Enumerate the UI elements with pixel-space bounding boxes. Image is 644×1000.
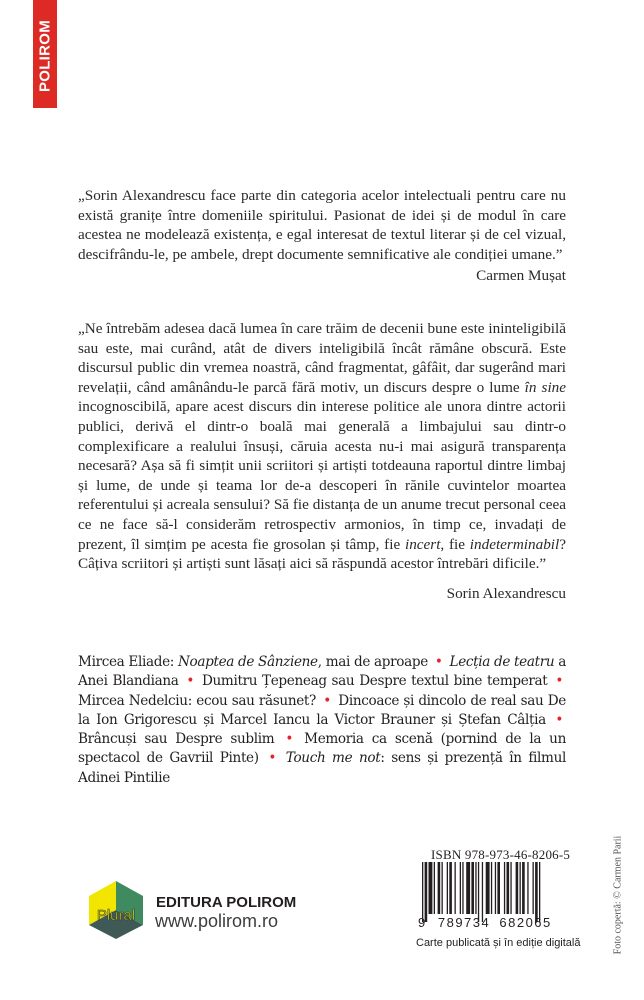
table-of-contents [78,653,566,788]
quote-italic-segment: incert [404,535,441,553]
quote-text-segment: „Ne întrebăm adesea dacă lumea în care trăim de decenii bune este ininteligibilă sau este, mai curând, atât de divers inteligibilă încât rămâne obscură. Este discursul public din vremea noastră, când fragmentat, gâfâit, dar sugerând mari revelații, când amânându-le parcă fără motiv, un discurs despre o lume [78,320,566,396]
plural-logo [85,879,147,941]
barcode-bar [491,862,492,914]
bullet-separator-icon: • [268,750,277,767]
quote-author: Carmen Mușat [476,267,566,285]
barcode-bar [438,862,441,914]
barcode-left-digits: 789734 [437,915,491,930]
contents-item-title: Touch me not [285,750,381,767]
barcode-bar [522,862,525,914]
bullet-separator-icon: • [285,731,294,748]
polirom-spine-band [33,0,57,108]
contents-item-text: Memoria ca scenă (pornind de la un spectacol de Gavriil Pinte) [78,731,566,767]
barcode-bar [466,862,470,914]
contents-item [202,673,547,689]
barcode-bar [533,862,534,914]
publisher-name: EDITURA POLIROM [156,894,297,911]
barcode-bar [535,862,538,922]
barcode-bar [475,862,476,914]
barcode-bar [539,862,540,922]
barcode-bar [527,862,528,914]
barcode-bar [471,862,474,914]
contents-item-text: Mircea Eliade: [78,654,178,670]
bullet-separator-icon: • [323,692,331,709]
barcode-bar [425,862,428,922]
quote-text-segment: , fie [440,535,470,553]
digital-edition-note: Carte publicată și în ediție digitală [416,937,581,949]
bullet-separator-icon: • [555,673,563,690]
contents-item-text: : sens și prezență în filmul Adinei Pintilie [78,750,566,786]
barcode-bar [495,862,496,914]
barcode-digits [418,915,590,930]
barcode-bar [455,862,456,914]
bullet-separator-icon: • [434,654,443,670]
barcode-bar [422,862,423,922]
barcode-bar [434,862,435,914]
contents-item-title: Noaptea de Sânziene [177,654,318,670]
barcode-bar [429,862,433,914]
contents-item [78,654,428,670]
quote-text-segment: ? Câțiva scriitori și artiști sunt lăsați aici să răspundă acestor întrebări dificile.” [78,535,566,573]
contents-item-text: Dumitru Țepeneag sau Despre textul bine temperat [201,673,548,690]
contents-item [78,731,274,747]
contents-item-text: , mai de aproape [317,654,428,670]
contents-item [78,693,316,709]
barcode-bar [460,862,461,914]
quote-author: Sorin Alexandrescu [446,584,566,602]
quote-text [78,319,566,574]
publisher-website: www.polirom.ro [155,911,279,931]
quote-sorin-alexandrescu [78,319,566,603]
isbn-label: ISBN 978-973-46-8206-5 [431,847,571,862]
bullet-separator-icon: • [555,711,563,728]
contents-item-text: Brâncuși sau Despre sublim [78,731,275,748]
barcode-bar [486,862,490,914]
quote-italic-segment: indeterminabil [469,535,560,553]
barcode-bar [462,862,463,914]
quote-carmen-musat [78,186,566,286]
contents-item-text: a Anei Blandiana [78,654,566,690]
contents-item-text: Dincoace și dincolo de real sau De la Ion Grigorescu și Marcel Iancu la Victor Brauner și Ștefan Câlția [78,692,566,728]
polirom-spine-label: POLIROM [36,19,54,93]
barcode-bar [449,862,452,914]
barcode-bar [482,862,483,922]
contents-item-title: Lecția de teatru [449,654,555,670]
isbn-barcode [420,862,590,922]
quote-text: „Sorin Alexandrescu face parte din categoria acelor intelectuali pentru care nu există granițe între domeniile spiritului. Pasionat de idei și de modul în care acestea ne modelează existența, e egal interesat de textul literar și de cel vizual, descifrându-le, pe ambele, drept documente semnificative ale condiției umane.” [78,187,566,263]
barcode-bar [442,862,443,914]
contents-item-text: Mircea Nedelciu: ecou sau răsunet? [78,692,316,709]
barcode-right-digits: 682065 [499,915,552,930]
barcode-bar [520,862,521,914]
barcode-bar [516,862,519,914]
logo-text: Plural [96,907,136,924]
barcode-bar [504,862,505,914]
barcode-first-digit: 9 [418,915,427,930]
bullet-separator-icon: • [186,673,195,690]
quote-italic-segment: în sine [524,378,566,396]
barcode-bar [497,862,500,914]
barcode-bar [478,862,479,922]
barcode-bar [447,862,448,914]
photo-credit: Foto copertă: © Carmen Parii [612,835,624,955]
quote-text-segment: incognoscibilă, apare acest discurs din interese politice ale unora dintre actorii publici, derivă el dintr-o boală mai generală a limbajului sau dintr-o complexificare a realului însuși, căruia acesta nu-i mai asigură transparența necesară? Așa să fi simțit unii scriitori și artiști totdeauna raportul dintre limbaj și lume, de unde și teama lor de-a descoperi în rănile cuvintelor moartea referentului și acreala sensului? Să fie distanța de un anume trecut personal ceea ce ne face să-l considerăm retrospectiv armonios, în timp ce, invadați de prezent, îl simțim pe acesta fie grosolan și tâmp, fie [78,398,566,553]
barcode-bar [507,862,510,914]
barcode-bar [510,862,511,914]
